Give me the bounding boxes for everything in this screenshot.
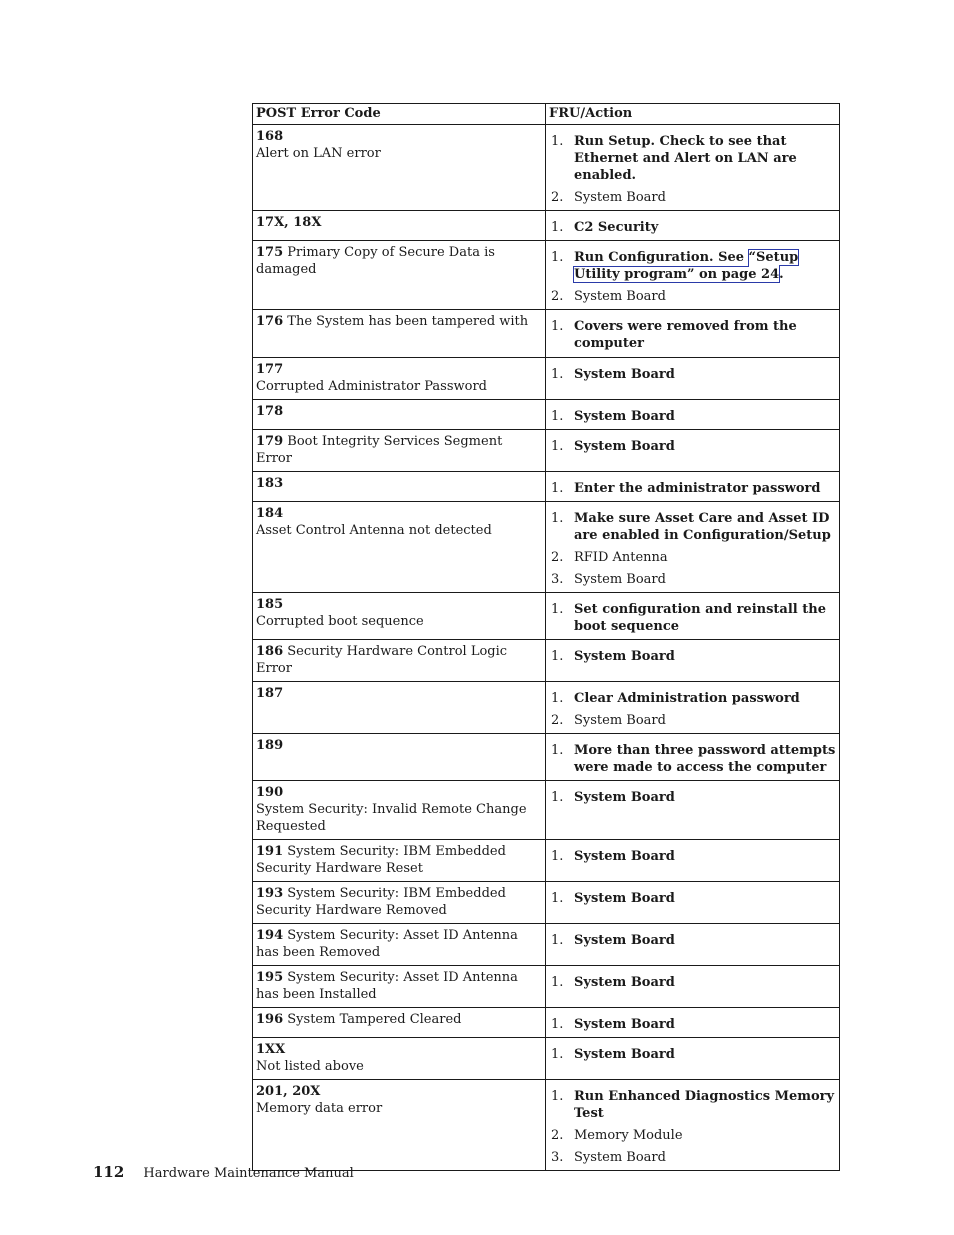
fru-action-cell xyxy=(546,125,840,211)
fru-action-cell xyxy=(546,593,840,640)
error-description: The System has been tampered with xyxy=(287,314,529,329)
error-description: Security Hardware Control Logic Error xyxy=(256,644,508,676)
error-description: Not listed above xyxy=(256,1059,364,1074)
fru-action-item xyxy=(549,1046,836,1063)
action-text: Set configuration and reinstall the boot sequence xyxy=(574,602,826,634)
fru-action-item xyxy=(549,408,836,425)
error-code-cell xyxy=(253,400,546,430)
action-text: System Board xyxy=(574,790,675,805)
action-text: System Board xyxy=(574,1150,666,1165)
error-code-cell xyxy=(253,593,546,640)
list-number: 1. xyxy=(551,891,564,906)
error-code: 185 xyxy=(256,597,284,612)
error-code-cell xyxy=(253,924,546,966)
table-row xyxy=(253,125,840,211)
fru-action-cell xyxy=(546,1080,840,1171)
error-code-cell xyxy=(253,640,546,682)
error-description: Corrupted boot sequence xyxy=(256,614,424,629)
fru-action-list xyxy=(549,219,836,236)
action-text: System Board xyxy=(574,713,666,728)
fru-action-list xyxy=(549,974,836,991)
action-text: System Board xyxy=(574,975,675,990)
fru-action-item xyxy=(549,318,836,352)
fru-action-text xyxy=(574,743,835,775)
fru-action-item xyxy=(549,1149,836,1166)
fru-action-item xyxy=(549,742,836,776)
table-header-row xyxy=(253,104,840,125)
fru-action-cell xyxy=(546,211,840,241)
fru-action-item xyxy=(549,648,836,665)
error-description: System Security: Invalid Remote Change Requested xyxy=(256,802,527,834)
fru-action-text xyxy=(574,289,666,304)
fru-action-item xyxy=(549,690,836,707)
error-code-cell xyxy=(253,502,546,593)
fru-action-text xyxy=(574,220,658,235)
fru-action-item xyxy=(549,1088,836,1122)
fru-action-cell xyxy=(546,1038,840,1080)
error-code: 177 xyxy=(256,362,284,377)
action-text: System Board xyxy=(574,367,675,382)
action-text: System Board xyxy=(574,649,675,664)
action-text: System Board xyxy=(574,891,675,906)
error-code-cell xyxy=(253,430,546,472)
list-number: 1. xyxy=(551,743,564,758)
error-code: 193 xyxy=(256,886,284,901)
fru-action-item xyxy=(549,789,836,806)
error-code: 183 xyxy=(256,476,284,491)
list-number: 1. xyxy=(551,1089,564,1104)
table-row xyxy=(253,1008,840,1038)
list-number: 1. xyxy=(551,319,564,334)
fru-action-text xyxy=(574,1047,675,1062)
list-number: 1. xyxy=(551,602,564,617)
fru-action-list xyxy=(549,1046,836,1063)
error-code-cell xyxy=(253,1008,546,1038)
error-description: System Security: Asset ID Antenna has been Installed xyxy=(256,970,518,1002)
fru-action-cell xyxy=(546,966,840,1008)
error-description: System Tampered Cleared xyxy=(287,1012,462,1027)
error-code: 195 xyxy=(256,970,284,985)
fru-action-cell xyxy=(546,502,840,593)
fru-action-list xyxy=(549,480,836,497)
table-row xyxy=(253,840,840,882)
header-error-code: POST Error Code xyxy=(253,104,546,125)
error-code: 175 xyxy=(256,245,284,260)
fru-action-item xyxy=(549,712,836,729)
error-description: Boot Integrity Services Segment Error xyxy=(256,434,503,466)
list-number: 2. xyxy=(551,190,564,205)
list-number: 1. xyxy=(551,511,564,526)
list-number: 3. xyxy=(551,572,564,587)
fru-action-text xyxy=(574,602,826,634)
fru-action-item xyxy=(549,974,836,991)
table-row xyxy=(253,430,840,472)
fru-action-text xyxy=(574,1089,834,1121)
list-number: 1. xyxy=(551,250,564,265)
action-text: Run Setup. Check to see that Ethernet and Alert on LAN are enabled. xyxy=(574,134,797,183)
fru-action-cell xyxy=(546,400,840,430)
fru-action-list xyxy=(549,742,836,776)
fru-action-list xyxy=(549,438,836,455)
error-code: 190 xyxy=(256,785,284,800)
table-row xyxy=(253,1080,840,1171)
action-text: System Board xyxy=(574,439,675,454)
error-description: System Security: Asset ID Antenna has been Removed xyxy=(256,928,518,960)
fru-action-text xyxy=(574,134,797,183)
page-number: 112 xyxy=(93,1163,125,1181)
list-number: 1. xyxy=(551,134,564,149)
action-text: System Board xyxy=(574,409,675,424)
fru-action-text xyxy=(574,1150,666,1165)
fru-action-text xyxy=(574,409,675,424)
list-number: 2. xyxy=(551,289,564,304)
fru-action-item xyxy=(549,189,836,206)
list-number: 1. xyxy=(551,933,564,948)
fru-action-cell xyxy=(546,358,840,400)
table-row xyxy=(253,682,840,734)
page-footer xyxy=(93,1162,354,1181)
error-code: 186 xyxy=(256,644,284,659)
list-number: 1. xyxy=(551,409,564,424)
fru-action-list xyxy=(549,932,836,949)
fru-action-text xyxy=(574,649,675,664)
action-text: Covers were removed from the computer xyxy=(574,319,797,351)
fru-action-list xyxy=(549,648,836,665)
list-number: 1. xyxy=(551,481,564,496)
fru-action-item xyxy=(549,510,836,544)
link-trailing-punct: . xyxy=(779,267,784,282)
action-text: Run Configuration. See xyxy=(574,250,749,265)
fru-action-cell xyxy=(546,1008,840,1038)
error-code: 184 xyxy=(256,506,284,521)
fru-action-text xyxy=(574,849,675,864)
error-code-cell xyxy=(253,734,546,781)
list-number: 2. xyxy=(551,1128,564,1143)
fru-action-item xyxy=(549,249,836,283)
table-row xyxy=(253,310,840,358)
action-text: Run Enhanced Diagnostics Memory Test xyxy=(574,1089,835,1121)
table-row xyxy=(253,593,840,640)
table-row xyxy=(253,241,840,310)
action-text: System Board xyxy=(574,289,666,304)
fru-action-cell xyxy=(546,241,840,310)
action-text: More than three password attempts were made to access the computer xyxy=(574,743,836,775)
error-code: 196 xyxy=(256,1012,284,1027)
table-row xyxy=(253,640,840,682)
table-row xyxy=(253,966,840,1008)
error-code-cell xyxy=(253,358,546,400)
fru-action-text xyxy=(574,1128,683,1143)
table-row xyxy=(253,211,840,241)
fru-action-cell xyxy=(546,840,840,882)
fru-action-text xyxy=(574,190,666,205)
fru-action-list xyxy=(549,1016,836,1033)
list-number: 1. xyxy=(551,439,564,454)
error-code-cell xyxy=(253,882,546,924)
fru-action-list xyxy=(549,690,836,729)
fru-action-list xyxy=(549,318,836,352)
action-text: System Board xyxy=(574,1017,675,1032)
fru-action-cell xyxy=(546,310,840,358)
fru-action-list xyxy=(549,890,836,907)
fru-action-text xyxy=(574,319,797,351)
error-code-cell xyxy=(253,840,546,882)
error-description: Asset Control Antenna not detected xyxy=(256,523,492,538)
list-number: 1. xyxy=(551,790,564,805)
fru-action-text xyxy=(574,1017,675,1032)
list-number: 1. xyxy=(551,367,564,382)
fru-action-item xyxy=(549,549,836,566)
fru-action-list xyxy=(549,601,836,635)
list-number: 3. xyxy=(551,1150,564,1165)
fru-action-text xyxy=(574,250,798,282)
action-text: System Board xyxy=(574,572,666,587)
action-text: System Board xyxy=(574,933,675,948)
fru-action-item xyxy=(549,133,836,184)
error-description: Memory data error xyxy=(256,1101,383,1116)
fru-action-item xyxy=(549,1016,836,1033)
fru-action-list xyxy=(549,133,836,206)
fru-action-cell xyxy=(546,734,840,781)
fru-action-text xyxy=(574,933,675,948)
error-description: Alert on LAN error xyxy=(256,146,381,161)
table-row xyxy=(253,472,840,502)
error-description: Corrupted Administrator Password xyxy=(256,379,487,394)
action-text: Clear Administration password xyxy=(574,691,800,706)
action-text: System Board xyxy=(574,190,666,205)
list-number: 1. xyxy=(551,649,564,664)
error-code-cell xyxy=(253,966,546,1008)
fru-action-text xyxy=(574,691,800,706)
header-fru-action: FRU/Action xyxy=(546,104,840,125)
table-row xyxy=(253,882,840,924)
error-code: 179 xyxy=(256,434,284,449)
error-code: 178 xyxy=(256,404,284,419)
error-description: Primary Copy of Secure Data is damaged xyxy=(256,245,495,277)
table-row xyxy=(253,781,840,840)
fru-action-text xyxy=(574,790,675,805)
error-code: 1XX xyxy=(256,1042,286,1057)
list-number: 1. xyxy=(551,849,564,864)
error-code: 176 xyxy=(256,314,284,329)
fru-action-item xyxy=(549,288,836,305)
error-code-cell xyxy=(253,241,546,310)
fru-action-cell xyxy=(546,882,840,924)
fru-action-list xyxy=(549,789,836,806)
error-code: 187 xyxy=(256,686,284,701)
error-code: 189 xyxy=(256,738,284,753)
list-number: 1. xyxy=(551,691,564,706)
fru-action-item xyxy=(549,366,836,383)
table-row xyxy=(253,400,840,430)
list-number: 1. xyxy=(551,975,564,990)
action-text: RFID Antenna xyxy=(574,550,668,565)
error-code: 17X, 18X xyxy=(256,215,322,230)
action-text: Memory Module xyxy=(574,1128,683,1143)
action-text: C2 Security xyxy=(574,220,659,235)
list-number: 2. xyxy=(551,713,564,728)
error-code-cell xyxy=(253,1038,546,1080)
fru-action-item xyxy=(549,1127,836,1144)
action-text: System Board xyxy=(574,1047,675,1062)
list-number: 2. xyxy=(551,550,564,565)
table-row xyxy=(253,502,840,593)
fru-action-text xyxy=(574,481,820,496)
fru-action-list xyxy=(549,366,836,383)
fru-action-list xyxy=(549,510,836,588)
fru-action-text xyxy=(574,511,831,543)
footer-title: Hardware Maintenance Manual xyxy=(143,1166,354,1181)
fru-action-item xyxy=(549,480,836,497)
fru-action-item xyxy=(549,890,836,907)
action-text: Make sure Asset Care and Asset ID are enabled in Configuration/Setup xyxy=(574,511,831,543)
error-code-cell xyxy=(253,125,546,211)
error-code-cell xyxy=(253,1080,546,1171)
error-code-cell xyxy=(253,682,546,734)
list-number: 1. xyxy=(551,220,564,235)
fru-action-item xyxy=(549,219,836,236)
fru-action-text xyxy=(574,975,675,990)
error-code-cell xyxy=(253,781,546,840)
fru-action-cell xyxy=(546,924,840,966)
fru-action-item xyxy=(549,438,836,455)
error-description: System Security: IBM Embedded Security Hardware Removed xyxy=(256,886,506,918)
fru-action-list xyxy=(549,848,836,865)
error-code: 168 xyxy=(256,129,284,144)
fru-action-cell xyxy=(546,682,840,734)
fru-action-list xyxy=(549,408,836,425)
fru-action-text xyxy=(574,367,675,382)
error-code: 201, 20X xyxy=(256,1084,321,1099)
fru-action-cell xyxy=(546,781,840,840)
action-text: System Board xyxy=(574,849,675,864)
table-row xyxy=(253,358,840,400)
fru-action-list xyxy=(549,1088,836,1166)
fru-action-text xyxy=(574,891,675,906)
table-row xyxy=(253,734,840,781)
action-text: Enter the administrator password xyxy=(574,481,821,496)
list-number: 1. xyxy=(551,1047,564,1062)
list-number: 1. xyxy=(551,1017,564,1032)
fru-action-cell xyxy=(546,430,840,472)
table-row xyxy=(253,1038,840,1080)
post-error-table xyxy=(252,103,840,1171)
error-description: System Security: IBM Embedded Security Hardware Reset xyxy=(256,844,506,876)
table-row xyxy=(253,924,840,966)
fru-action-text xyxy=(574,439,675,454)
error-code: 194 xyxy=(256,928,284,943)
fru-action-item xyxy=(549,848,836,865)
error-code-cell xyxy=(253,472,546,502)
error-code-cell xyxy=(253,310,546,358)
fru-action-text xyxy=(574,572,666,587)
error-code-cell xyxy=(253,211,546,241)
setup-utility-link[interactable]: “Setup Utility program” on page 24 xyxy=(574,250,799,282)
fru-action-item xyxy=(549,601,836,635)
fru-action-list xyxy=(549,249,836,305)
fru-action-cell xyxy=(546,640,840,682)
fru-action-text xyxy=(574,713,666,728)
fru-action-item xyxy=(549,932,836,949)
fru-action-text xyxy=(574,550,668,565)
table-body xyxy=(253,125,840,1171)
fru-action-item xyxy=(549,571,836,588)
error-code: 191 xyxy=(256,844,284,859)
fru-action-cell xyxy=(546,472,840,502)
